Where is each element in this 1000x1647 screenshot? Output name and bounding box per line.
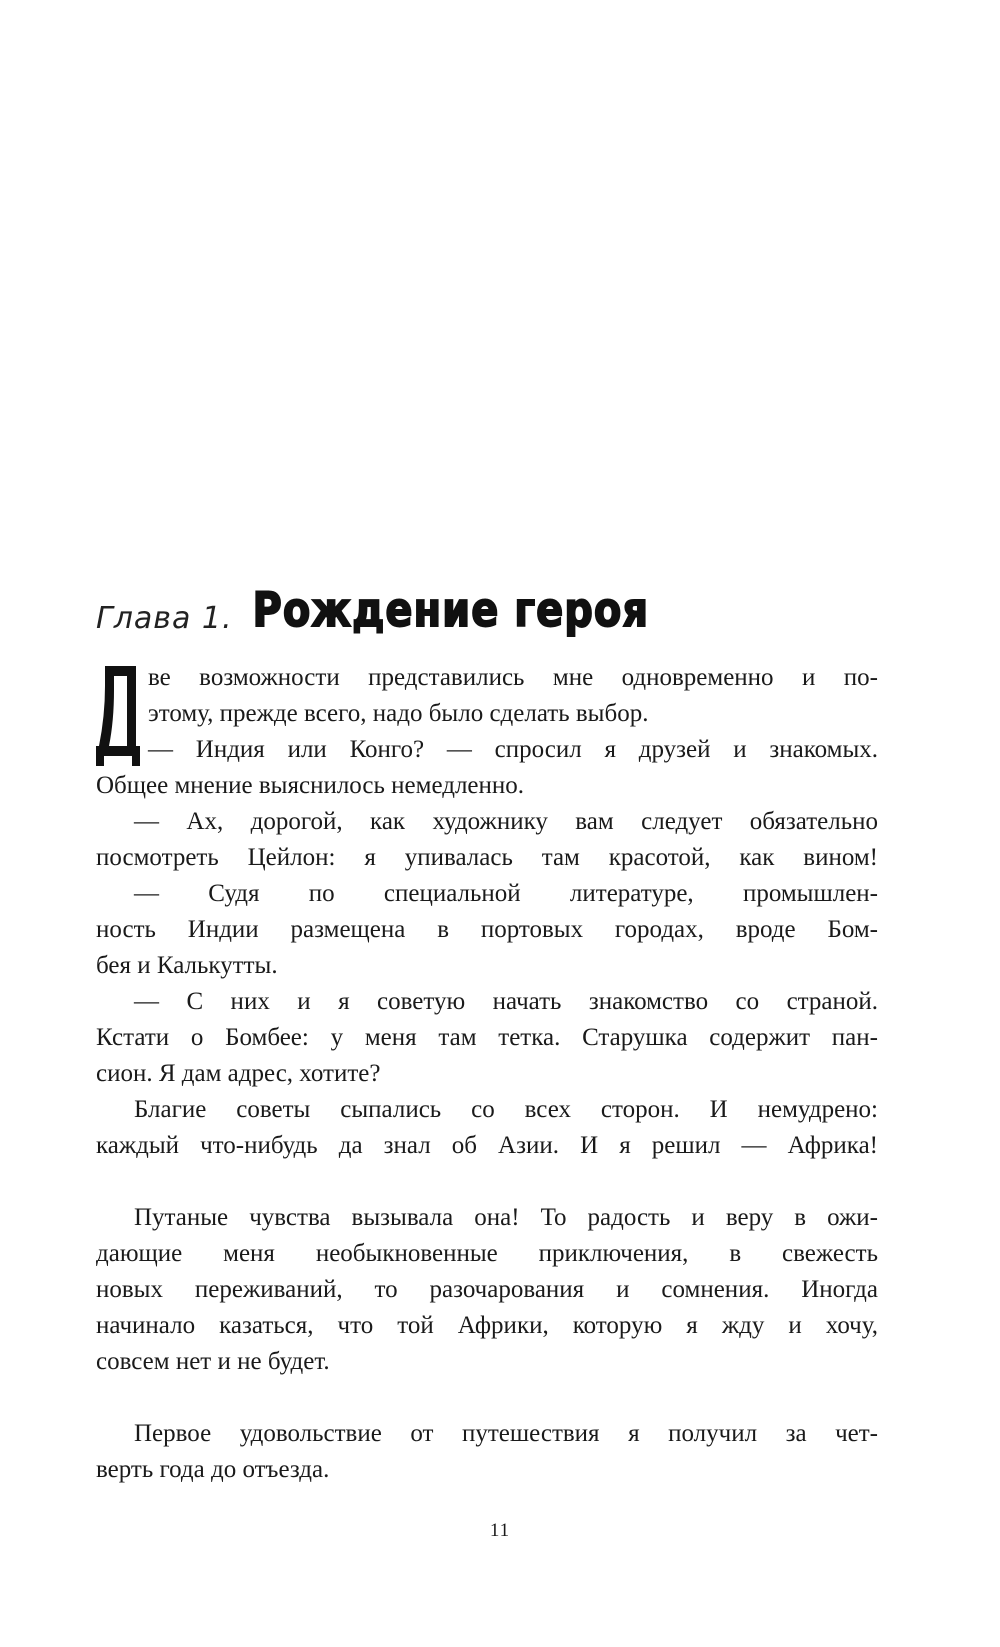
text-line: — С них и я советую начать знакомство со страной. bbox=[134, 988, 878, 1015]
paragraph-gap bbox=[96, 1380, 878, 1416]
text-line: Кстати о Бомбее: у меня там тетка. Старушка содержит пан- bbox=[96, 1024, 878, 1051]
text-line: верть года до отъезда. bbox=[96, 1456, 330, 1483]
text-line: совсем нет и не будет. bbox=[96, 1348, 330, 1375]
chapter-title: Рождение героя bbox=[252, 583, 650, 638]
chapter-label: Глава 1. bbox=[96, 601, 233, 636]
text-line: сион. Я дам адрес, хотите? bbox=[96, 1060, 381, 1087]
text-line: Путаные чувства вызывала она! То радость и веру в ожи- bbox=[134, 1204, 878, 1231]
text-line: этому, прежде всего, надо было сделать выбор. bbox=[148, 700, 649, 727]
text-line: дающие меня необыкновенные приключения, в свежесть bbox=[96, 1240, 878, 1267]
text-line: каждый что-нибудь да знал об Азии. И я решил — Африка! bbox=[96, 1132, 878, 1159]
paragraph-gap bbox=[96, 1164, 878, 1200]
text-line: Первое удовольствие от путешествия я получил за чет- bbox=[134, 1420, 878, 1447]
body-text bbox=[96, 660, 878, 1488]
text-line: Благие советы сыпались со всех сторон. И немудрено: bbox=[134, 1096, 878, 1123]
text-line: начинало казаться, что той Африки, которую я жду и хочу, bbox=[96, 1312, 878, 1339]
page-number: 11 bbox=[489, 1520, 511, 1541]
text-line: посмотреть Цейлон: я упивалась там красотой, как вином! bbox=[96, 844, 878, 871]
text-line: ность Индии размещена в портовых городах, вроде Бом- bbox=[96, 916, 878, 943]
text-line: — Индия или Конго? — спросил я друзей и знакомых. bbox=[148, 736, 878, 763]
text-line: — Судя по специальной литературе, промышлен- bbox=[134, 880, 878, 907]
text-line: ве возможности представились мне одновременно и по- bbox=[148, 664, 878, 691]
text-line: — Ах, дорогой, как художнику вам следует обязательно bbox=[134, 808, 878, 835]
chapter-heading bbox=[96, 583, 650, 652]
text-line: Общее мнение выяснилось немедленно. bbox=[96, 772, 525, 799]
text-line: бея и Калькутты. bbox=[96, 952, 278, 979]
text-line: новых переживаний, то разочарования и сомнения. Иногда bbox=[96, 1276, 878, 1303]
